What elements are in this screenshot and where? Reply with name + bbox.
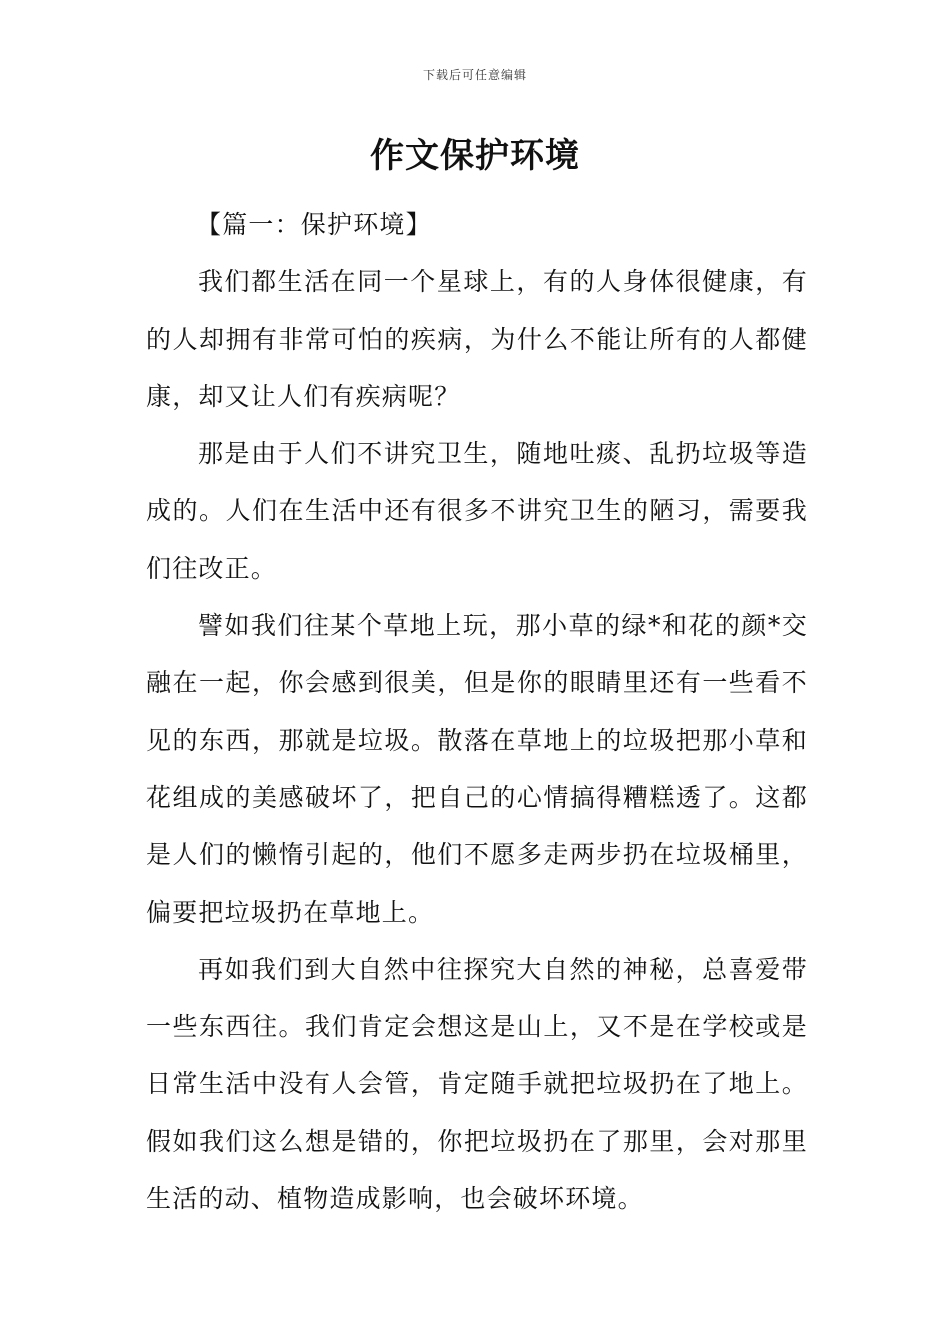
- header-note: 下载后可任意编辑: [422, 68, 527, 82]
- document-title: 作文保护环境: [370, 136, 580, 176]
- paragraph-4: 再如我们到大自然中往探究大自然的神秘，总喜爱带一些东西往。我们肯定会想这是山上，又不是在学校或是日常生活中没有人会管，肯定随手就把垃圾扔在了地上。假如我们这么想是错的，你把垃圾扔在了那里，会对那里生活的动、植物造成影响，也会破坏环境。: [146, 954, 808, 1214]
- paragraph-1: 我们都生活在同一个星球上，有的人身体很健康，有的人却拥有非常可怕的疾病，为什么不能让所有的人都健康，却又让人们有疾病呢？: [146, 267, 808, 411]
- section-heading: 【篇一：保护环境】: [196, 210, 432, 239]
- paragraph-3: 譬如我们往某个草地上玩，那小草的绿*和花的颜*交融在一起，你会感到很美，但是你的眼睛里还有一些看不见的东西，那就是垃圾。散落在草地上的垃圾把那小草和花组成的美感破坏了，把自己的心情搞得糟糕透了。这都是人们的懒惰引起的，他们不愿多走两步扔在垃圾桶里，偏要把垃圾扔在草地上。: [146, 611, 808, 927]
- document-body: [146, 196, 808, 1227]
- paragraph-2: 那是由于人们不讲究卫生，随地吐痰、乱扔垃圾等造成的。人们在生活中还有很多不讲究卫生的陋习，需要我们往改正。: [146, 439, 808, 583]
